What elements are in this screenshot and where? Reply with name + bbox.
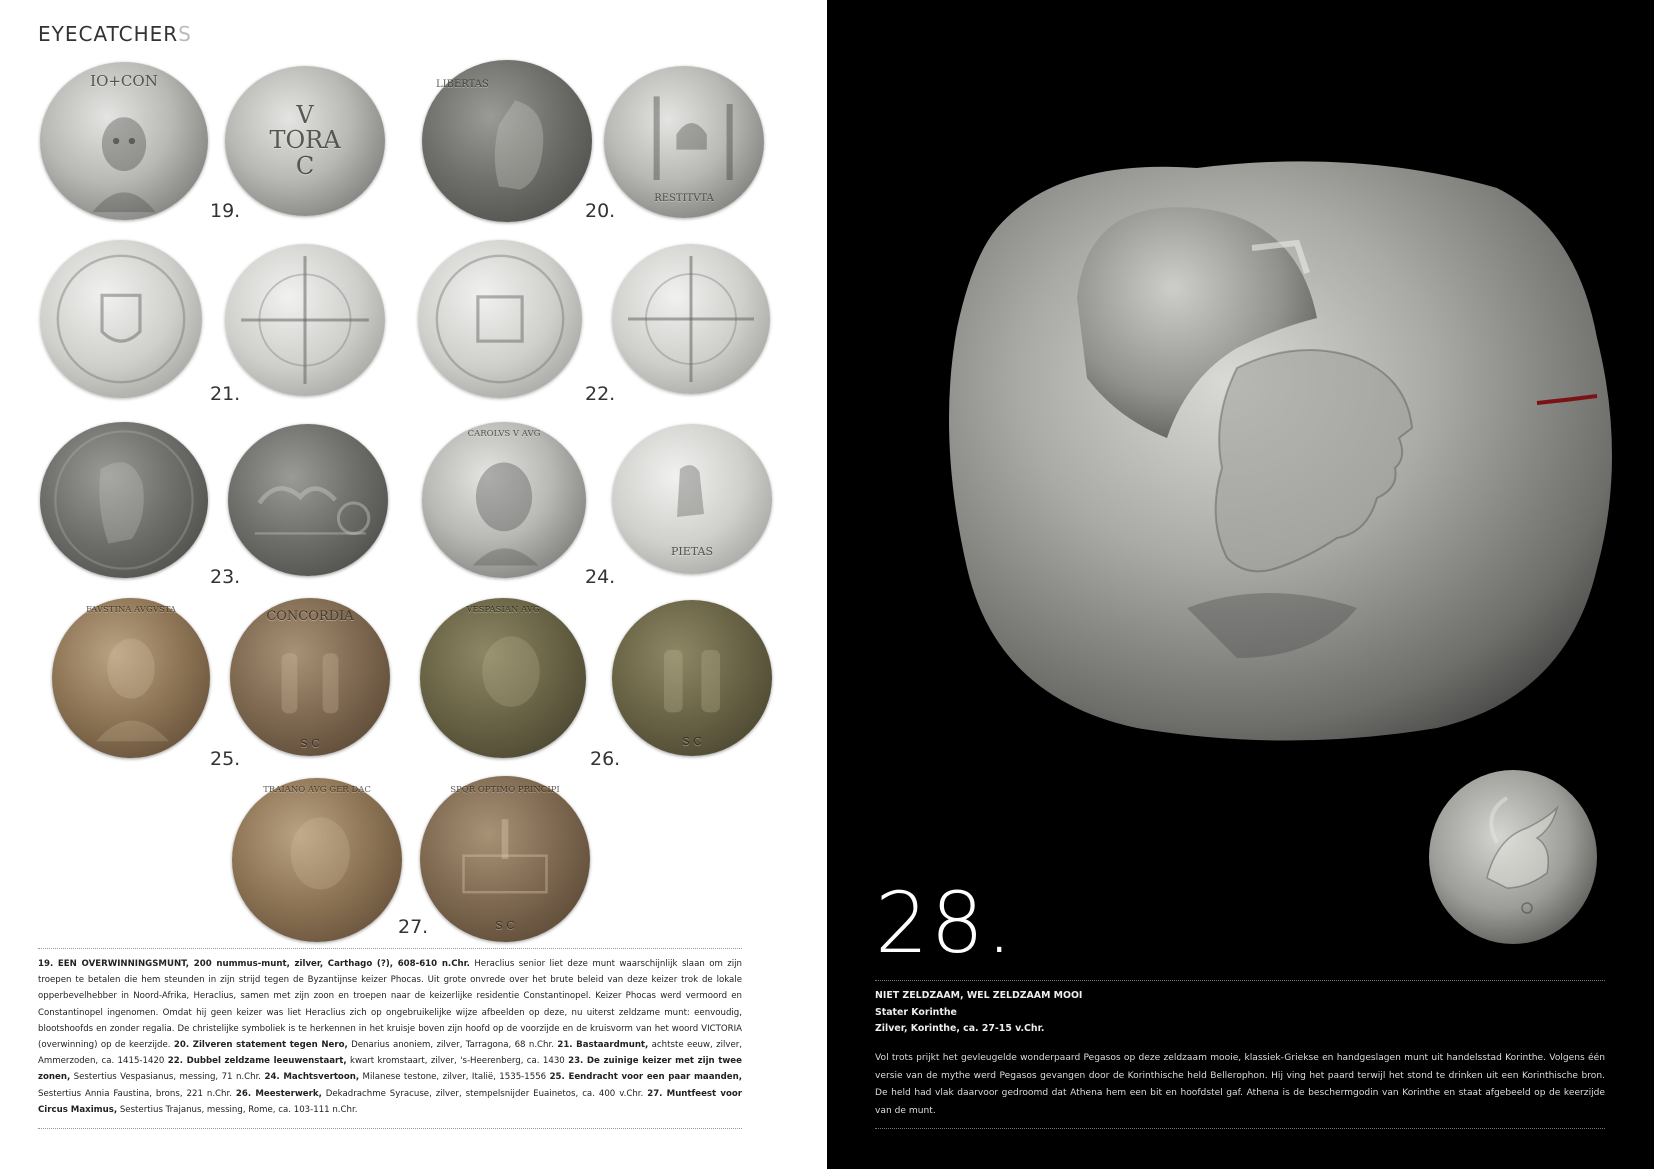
- coin-26-reverse: [612, 600, 772, 756]
- coin-27-obverse: [232, 778, 402, 942]
- coin-legend: CAROLVS V AVG: [467, 429, 541, 439]
- pegasus-coin: [1427, 768, 1599, 946]
- article-body: Vol trots prijkt het gevleugelde wonderpaard Pegasos op deze zeldzaam mooie, klassiek-Griekse en handgeslagen munt uit handelsstad Korinthe. Volgens één versie van de mythe werd Pegasos gevangen door de Korinthische held Bellerophon. Hij ving het paard terwijl het stond te drinken uit een Korinthische bron. De held had vlak daarvoor gedroomd dat Athena hem een bit en hoofdstel gaf. Athena is de beschermgodin van Korinthe en staat afgebeeld op de keerzijde van de munt.: [875, 1053, 1605, 1116]
- shield-icon: [418, 240, 582, 398]
- coin-number-22: 22.: [585, 383, 616, 405]
- coin-number-19: 19.: [210, 200, 241, 222]
- coin-25-reverse: [230, 598, 390, 756]
- coin-21-reverse: [225, 244, 385, 396]
- coin-legend: V: [296, 101, 314, 130]
- caption-bold: 26. Meesterwerk,: [235, 1088, 322, 1099]
- page-header: [38, 22, 192, 46]
- caption-text: [38, 956, 742, 1118]
- athena-stater-coin: [937, 138, 1627, 748]
- coin-22-reverse: [612, 244, 770, 394]
- coin-19-reverse: [225, 66, 385, 216]
- caption-bold: 22. Dubbel zeldzame leeuwenstaart,: [167, 1056, 347, 1067]
- divider-top: [38, 948, 742, 949]
- coin-23-obverse: [40, 422, 208, 578]
- caption-span: Milanese testone, zilver, Italië, 1535-1556: [359, 1072, 550, 1083]
- coin-legend: ΙΟ+CON: [90, 72, 158, 90]
- article-title: NIET ZELDZAAM, WEL ZELDZAAM MOOI: [875, 990, 1083, 1001]
- coin-23-reverse: [228, 424, 388, 576]
- coin-legend: C: [295, 151, 315, 180]
- coin-21-obverse: [40, 240, 202, 398]
- coin-26-obverse: [420, 598, 586, 758]
- coin-number-24: 24.: [585, 566, 616, 588]
- coin-legend: LIBERTAS: [436, 79, 489, 90]
- coin-legend: PIETAS: [671, 545, 713, 559]
- divider-bottom: [875, 1128, 1605, 1129]
- divider-bottom: [38, 1128, 742, 1129]
- coin-22-obverse: [418, 240, 582, 398]
- coin-legend: CONCORDIA: [266, 609, 354, 624]
- coin-number-25: 25.: [210, 748, 241, 770]
- coin-legend: RESTITVTA: [654, 192, 714, 204]
- portrait-icon: [40, 422, 208, 578]
- coin-legend: S C: [495, 919, 515, 933]
- header-title: EYECATCHER: [38, 22, 179, 46]
- chariot-icon: [228, 424, 388, 576]
- right-page: [827, 0, 1654, 1169]
- coin-24-obverse: [422, 422, 586, 578]
- caption-span: kwart kromstaart, zilver, 's-Heerenberg, ca. 1430: [346, 1056, 569, 1067]
- coin-legend: VESPASIAN AVG: [466, 605, 540, 615]
- coin-number-23: 23.: [210, 566, 241, 588]
- coin-legend: S C: [300, 737, 320, 751]
- coin-number-21: 21.: [210, 383, 241, 405]
- caption-span: Sestertius Trajanus, messing, Rome, ca. 103-111 n.Chr.: [117, 1104, 358, 1115]
- cross-icon: [225, 244, 385, 396]
- caption-span: Sestertius Vespasianus, messing, 71 n.Chr.: [70, 1072, 265, 1083]
- coin-legend: SPQR OPTIMO PRINCIPI: [450, 785, 560, 795]
- caption-bold: 24. Machtsvertoon,: [264, 1072, 360, 1083]
- coin-legend: TRAIANO AVG GER DAC: [263, 785, 371, 795]
- coin-number-20: 20.: [585, 200, 616, 222]
- coin-20-obverse: [422, 60, 592, 222]
- coin-25-obverse: [52, 598, 210, 758]
- caption-bold: 21. Bastaardmunt,: [557, 1040, 649, 1051]
- coin-number-27: 27.: [398, 916, 429, 938]
- caption-bold: 25. Eendracht voor een paar maanden,: [549, 1072, 742, 1083]
- coin-20-reverse: [604, 66, 764, 218]
- coin-legend: FAVSTINA AVGVSTA: [85, 605, 177, 615]
- coin-legend: TORA: [269, 126, 341, 155]
- caption-bold: 23. De zuinige keizer met zijn twee zonen,: [38, 1056, 742, 1083]
- coin-27-reverse: [420, 776, 590, 942]
- caption-span: Dekadrachme Syracuse, zilver, stempelsnijder Euainetos, ca. 400 v.Chr.: [321, 1088, 648, 1099]
- header-title-faded: S: [178, 22, 192, 46]
- caption-span: Denarius anoniem, zilver, Tarragona, 68 n.Chr.: [347, 1040, 558, 1051]
- coin-number-26: 26.: [590, 748, 621, 770]
- caption-span: Sestertius Annia Faustina, brons, 221 n.Chr.: [38, 1088, 236, 1099]
- coin-19-obverse: [40, 62, 208, 220]
- shield-icon: [40, 240, 202, 398]
- article-heading: [875, 988, 1082, 1038]
- divider-top: [875, 980, 1605, 981]
- cross-icon: [612, 244, 770, 394]
- caption-span: Heraclius senior liet deze munt waarschijnlijk slaan om zijn troepen te betalen die hem steunden in zijn strijd tegen de Byzantijnse keizer Phocas. Uit grote onvrede over het brute beleid van deze keizer trok de lokale opperbevelhebber in Noord-Afrika, Heraclius, samen met zijn zoon en troepen naar de keizerlijke residentie Constantinopel. Keizer Phocas werd vermoord en Constantinopel ingenomen. Omdat hij geen keizer was liet Heraclius zich op ongebruikelijke wijze afbeelden op deze, nu uiterst zeldzame munt: eenvoudig, blootshoofds en zonder regalia. De christelijke symboliek is te herkennen in het kruisje boven zijn hoofd op de voorzijde en de kruisvorm van het woord VICTORIA (overwinning) op de keerzijde.: [38, 959, 742, 1051]
- article-subtitle: Zilver, Korinthe, ca. 27-15 v.Chr.: [875, 1023, 1045, 1034]
- caption-bold: 27. Muntfeest voor Circus Maximus,: [38, 1088, 743, 1115]
- caption-bold: 20. Zilveren statement tegen Nero,: [173, 1040, 348, 1051]
- caption-span: achtste eeuw, zilver, Ammerzoden, ca. 1415-1420: [38, 1040, 743, 1067]
- coin-number-28: 28.: [875, 874, 1015, 972]
- article-subtitle: Stater Korinthe: [875, 1006, 957, 1018]
- coin-legend: S C: [682, 735, 702, 749]
- caption-bold: 19. EEN OVERWINNINGSMUNT, 200 nummus-munt, zilver, Carthago (?), 608-610 n.Chr.: [38, 959, 470, 969]
- coin-24-reverse: [612, 424, 772, 574]
